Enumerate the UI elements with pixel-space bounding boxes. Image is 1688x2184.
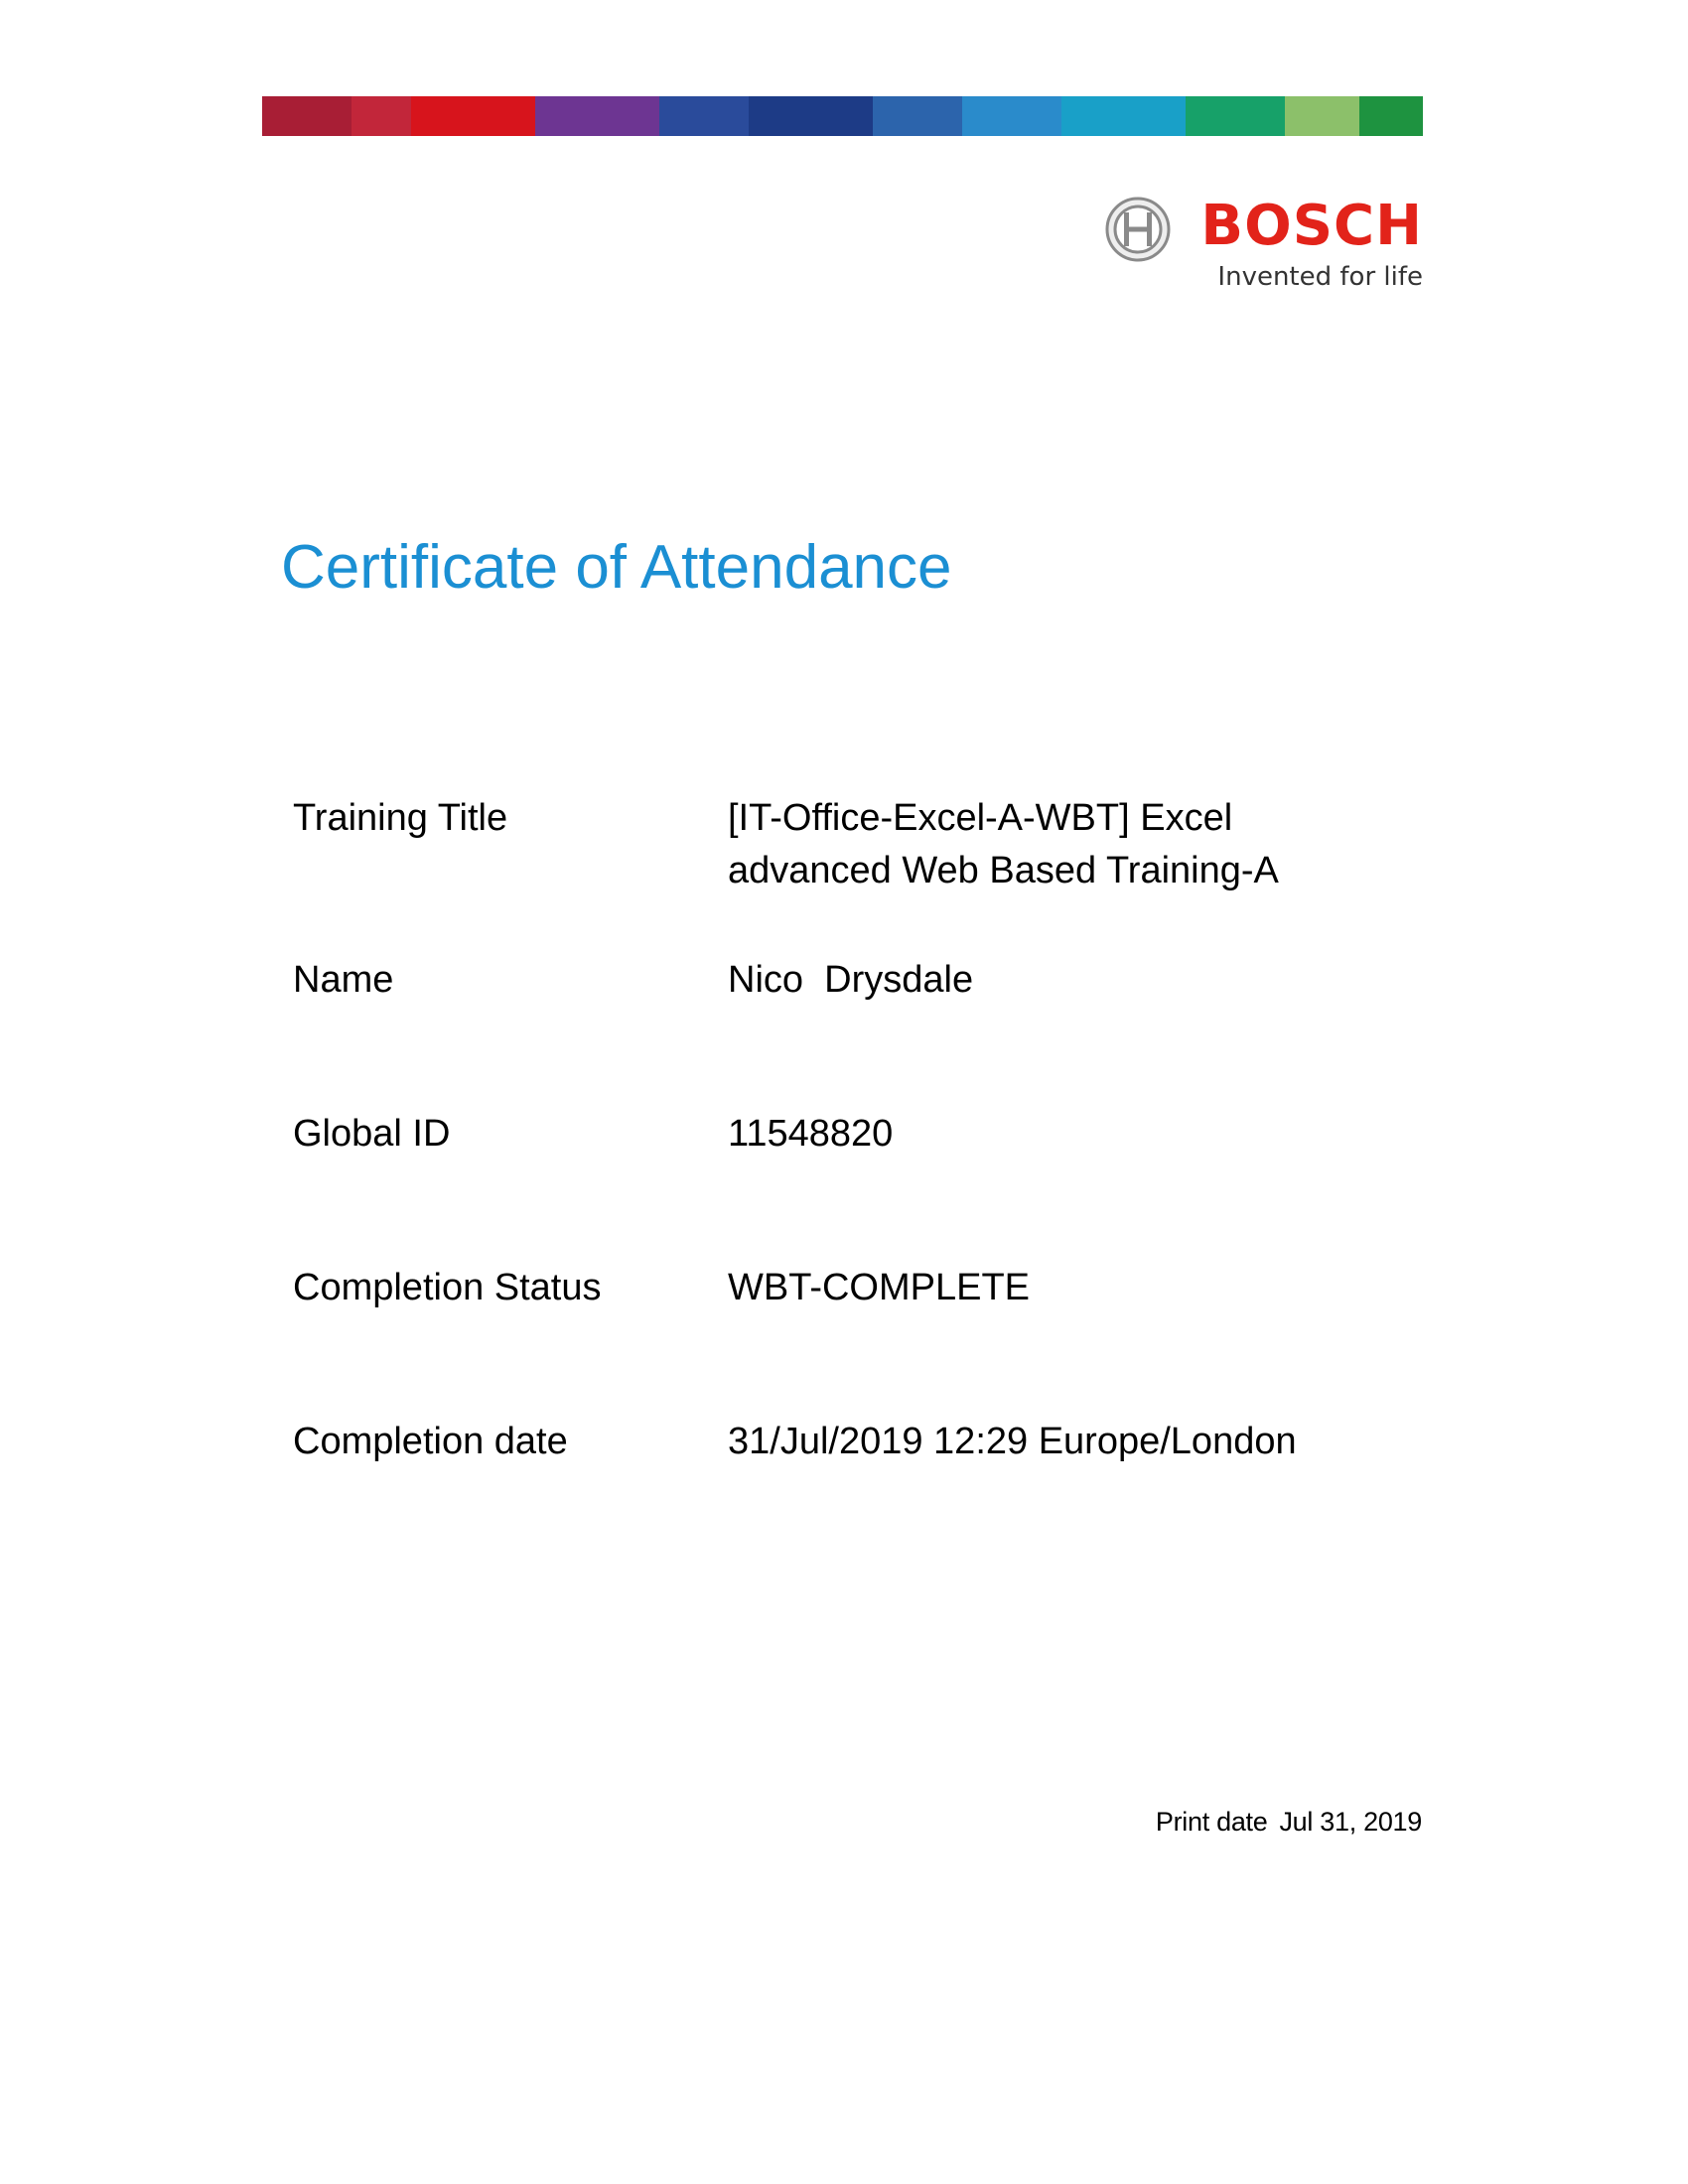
print-date <box>1156 1805 1422 1839</box>
color-bar-segment <box>1285 96 1359 136</box>
color-bar-segment <box>1186 96 1285 136</box>
color-bar-segment <box>873 96 962 136</box>
field-value: [IT-Office-Excel-A-WBT] Excel advanced Web Based Training-A <box>728 797 1279 891</box>
print-date-value: Jul 31, 2019 <box>1279 1807 1422 1837</box>
color-bar-segment <box>535 96 659 136</box>
field-label: Global ID <box>293 1113 451 1155</box>
bosch-logo <box>1105 194 1423 292</box>
color-bar-segment <box>749 96 873 136</box>
color-bar-segment <box>352 96 411 136</box>
print-date-label: Print date <box>1155 1807 1268 1837</box>
brand-tagline: Invented for life <box>1217 262 1423 292</box>
color-bar-segment <box>659 96 749 136</box>
field-label: Name <box>293 959 394 1001</box>
color-bar-segment <box>411 96 535 136</box>
color-bar-segment <box>1061 96 1186 136</box>
certificate-title: Certificate of Attendance <box>281 533 952 602</box>
color-bar-segment <box>262 96 352 136</box>
field-value: 11548820 <box>728 1113 894 1155</box>
field-value: Nico Drysdale <box>728 959 974 1001</box>
brand-color-bar <box>262 96 1423 136</box>
field-value: 31/Jul/2019 12:29 Europe/London <box>728 1421 1297 1462</box>
field-label: Completion Status <box>293 1267 602 1308</box>
bosch-armature-icon <box>1105 197 1171 262</box>
color-bar-segment <box>962 96 1061 136</box>
color-bar-segment <box>1359 96 1423 136</box>
field-label: Completion date <box>293 1421 568 1462</box>
field-value: WBT-COMPLETE <box>728 1267 1031 1308</box>
brand-name: BOSCH <box>1200 194 1423 258</box>
field-label: Training Title <box>293 797 508 839</box>
